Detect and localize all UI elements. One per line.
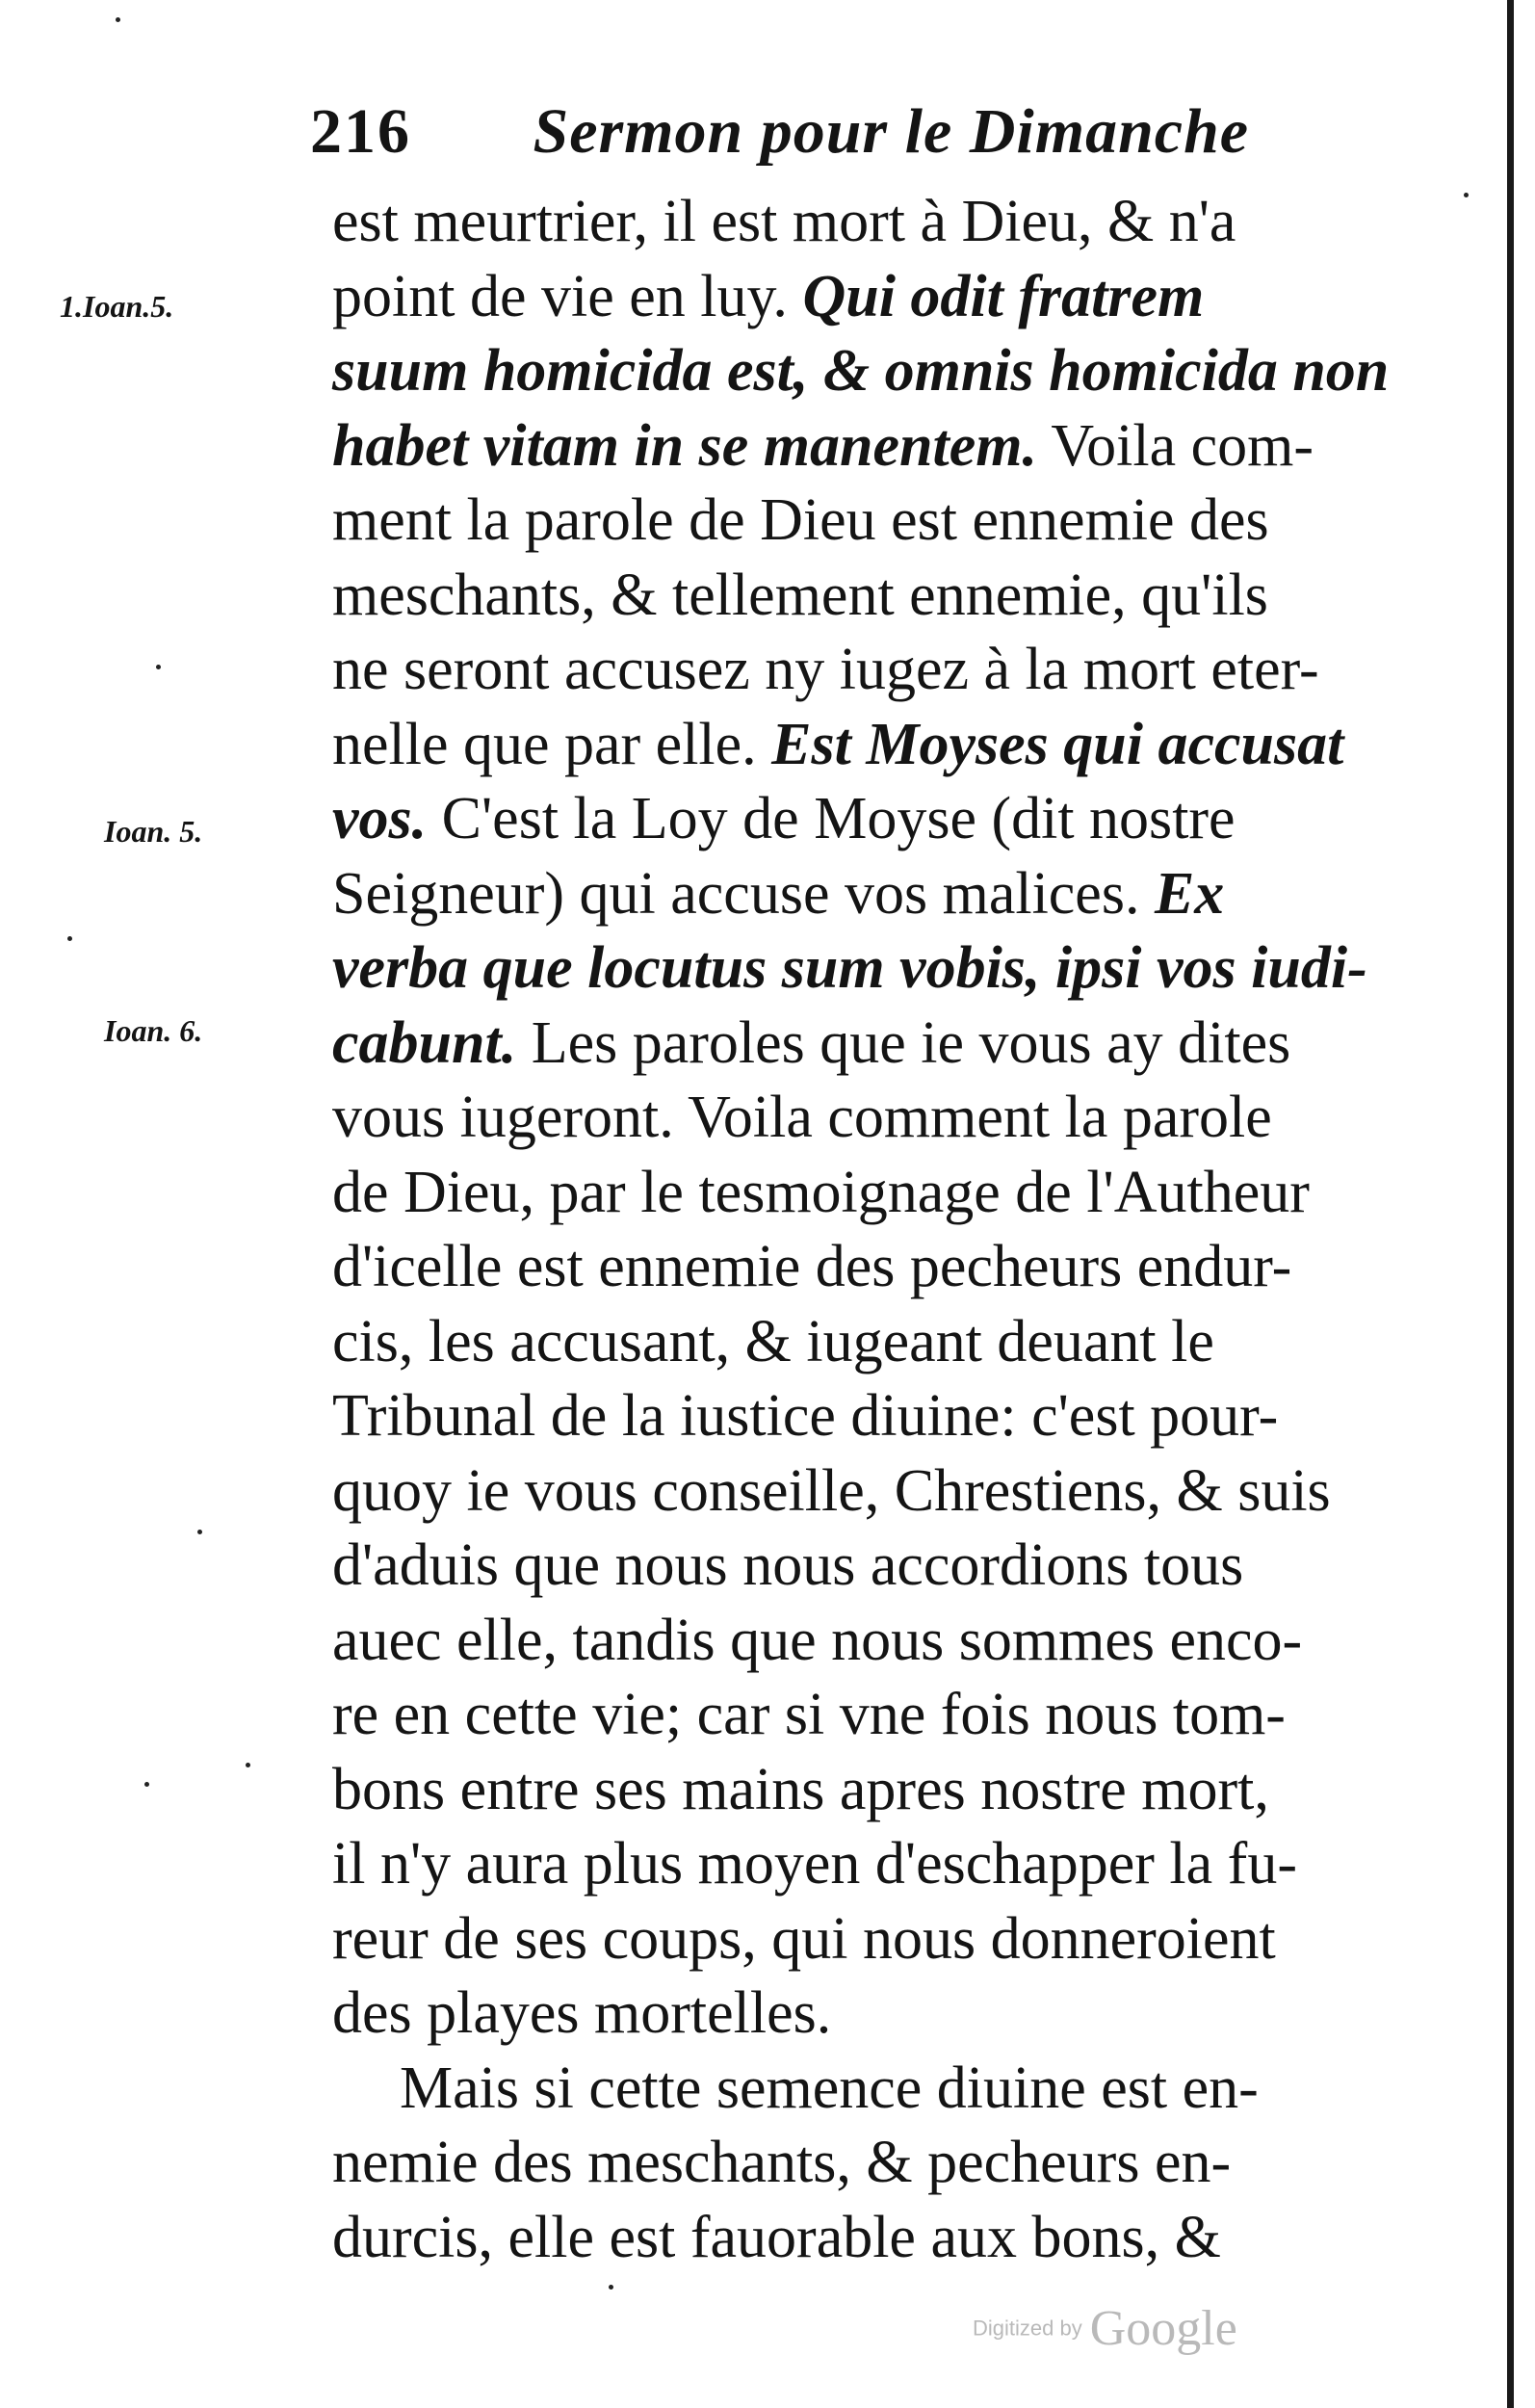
margin-note: Ioan. 6. — [104, 1013, 203, 1048]
french-text: de Dieu, par le tesmoignage de l'Autheur — [332, 1159, 1310, 1225]
text-line — [332, 1379, 1392, 1454]
french-text: cis, les accusant, & iugeant deuant le — [332, 1308, 1214, 1374]
french-text: nelle que par elle. — [332, 711, 772, 777]
text-line — [332, 2126, 1392, 2201]
french-text: bons entre ses mains apres nostre mort, — [332, 1756, 1269, 1822]
french-text: des playes mortelles. — [332, 1980, 832, 2046]
page-edge — [1507, 0, 1514, 2408]
latin-quotation: cabunt. — [332, 1009, 517, 1076]
text-line — [332, 857, 1392, 932]
text-line — [332, 260, 1392, 335]
text-line — [332, 1454, 1392, 1530]
scan-speck — [197, 1530, 202, 1534]
text-line — [332, 484, 1392, 559]
text-line — [332, 1678, 1392, 1753]
french-text: ment la parole de Dieu est ennemie des — [332, 487, 1269, 553]
text-line — [332, 708, 1392, 783]
text-line — [332, 1753, 1392, 1828]
margin-note: Ioan. 5. — [104, 814, 203, 849]
text-line — [332, 2201, 1392, 2276]
french-text: reur de ses coups, qui nous donneroient — [332, 1905, 1276, 1972]
sermon-body-text — [332, 185, 1392, 2275]
french-text: point de vie en luy. — [332, 263, 803, 329]
text-line — [332, 633, 1392, 708]
text-line — [332, 1976, 1392, 2052]
french-text: quoy ie vous conseille, Chrestiens, & suis — [332, 1457, 1331, 1524]
text-line — [332, 931, 1392, 1007]
french-text: vous iugeront. Voila comment la parole — [332, 1085, 1272, 1150]
text-line — [332, 2052, 1392, 2127]
margin-note: 1.Ioan.5. — [60, 289, 174, 324]
latin-quotation: suum homicida est, & omnis homicida non — [332, 338, 1390, 404]
french-text: nemie des meschants, & pecheurs en- — [332, 2130, 1232, 2195]
watermark-prefix: Digitized by — [973, 2316, 1082, 2341]
scan-speck — [144, 1782, 149, 1787]
text-line — [332, 1529, 1392, 1604]
margin-notes — [0, 0, 289, 2408]
scan-speck — [156, 665, 161, 669]
text-line — [332, 1230, 1392, 1305]
text-line — [332, 1902, 1392, 1977]
scan-speck — [246, 1763, 250, 1767]
french-text: re en cette vie; car si vne fois nous tom- — [332, 1682, 1286, 1747]
text-line — [332, 1081, 1392, 1156]
text-line — [332, 185, 1392, 260]
watermark-google-logo: Google — [1089, 2301, 1237, 2356]
french-text: ne seront accusez ny iugez à la mort eter- — [332, 637, 1319, 702]
french-text: Voila com- — [1036, 412, 1314, 479]
french-text: durcis, elle est fauorable aux bons, & — [332, 2204, 1221, 2270]
scan-speck — [67, 936, 72, 941]
text-line — [332, 1007, 1392, 1082]
french-text: est meurtrier, il est mort à Dieu, & n'a — [332, 189, 1236, 254]
text-line — [332, 409, 1392, 484]
french-text: Les paroles que ie vous ay dites — [516, 1009, 1291, 1076]
scan-speck — [609, 2285, 613, 2290]
latin-quotation: verba que locutus sum vobis, ipsi vos iudi- — [332, 935, 1367, 1001]
text-line — [332, 559, 1392, 634]
digitized-by-google-watermark — [973, 2300, 1300, 2368]
latin-quotation: Ex — [1154, 860, 1225, 927]
scan-speck — [116, 17, 120, 22]
text-line — [332, 1827, 1392, 1902]
latin-quotation: Qui odit fratrem — [802, 263, 1205, 329]
french-text: Mais si cette semence diuine est en- — [400, 2055, 1259, 2121]
text-line — [332, 782, 1392, 857]
french-text: C'est la Loy de Moyse (dit nostre — [427, 786, 1236, 851]
french-text: d'aduis que nous nous accordions tous — [332, 1532, 1244, 1598]
latin-quotation: vos. — [332, 786, 428, 851]
french-text: il n'y aura plus moyen d'eschapper la fu- — [332, 1831, 1297, 1897]
text-line — [332, 1604, 1392, 1679]
page-header — [310, 89, 1369, 175]
french-text: auec elle, tandis que nous sommes enco- — [332, 1607, 1303, 1673]
french-text: d'icelle est ennemie des pecheurs endur- — [332, 1234, 1292, 1299]
french-text: Tribunal de la iustice diuine: c'est pour- — [332, 1383, 1279, 1449]
running-title: Sermon pour le Dimanche — [533, 96, 1250, 167]
latin-quotation: habet vitam in se manentem. — [332, 412, 1037, 479]
french-text: meschants, & tellement ennemie, qu'ils — [332, 562, 1268, 628]
french-text: Seigneur) qui accuse vos malices. — [332, 860, 1155, 927]
text-line — [332, 1305, 1392, 1380]
scan-speck — [1464, 193, 1469, 197]
text-line — [332, 1156, 1392, 1231]
page-number: 216 — [310, 96, 411, 167]
text-line — [332, 334, 1392, 409]
latin-quotation: Est Moyses qui accusat — [771, 711, 1344, 777]
